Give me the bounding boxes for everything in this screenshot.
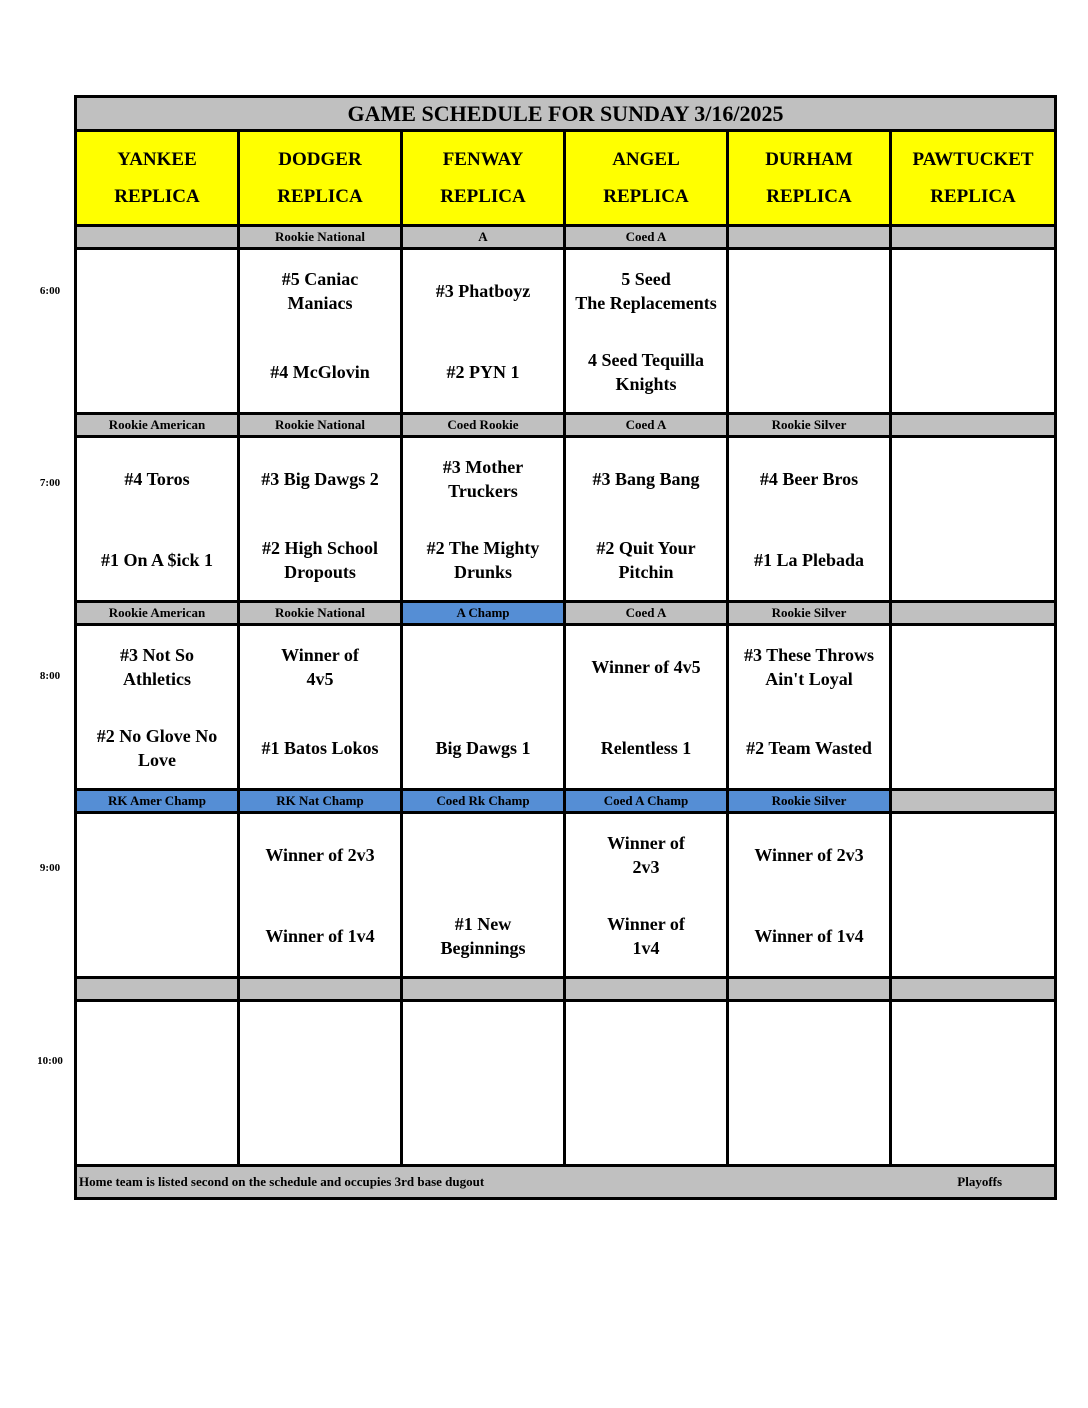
game-cell [565, 625, 728, 790]
division-row [76, 790, 1056, 813]
time-label: 7:00 [39, 477, 61, 489]
game-cell [728, 249, 891, 414]
division-label: A [402, 226, 565, 249]
away-team: #3 Bang Bang [592, 468, 700, 489]
home-team: #1 New Beginnings [440, 913, 526, 958]
away-team [729, 250, 889, 331]
away-team [403, 1002, 563, 1083]
field-subtitle: REPLICA [930, 186, 1016, 207]
away-team: #3 Mother Truckers [442, 456, 524, 501]
field-header-durham [728, 131, 891, 226]
away-team [892, 626, 1054, 707]
field-header-pawtucket [891, 131, 1056, 226]
game-row [76, 437, 1056, 602]
away-team [77, 1002, 237, 1083]
home-team [892, 331, 1054, 412]
game-cell [891, 437, 1056, 602]
game-row [76, 1001, 1056, 1166]
game-cell [891, 813, 1056, 978]
game-cell [239, 813, 402, 978]
game-row [76, 625, 1056, 790]
time-label: 9:00 [39, 862, 61, 874]
field-header-angel [565, 131, 728, 226]
field-name: YANKEE [117, 149, 197, 170]
away-team: #3 Not So Athletics [119, 644, 194, 689]
game-cell [402, 813, 565, 978]
game-cell [402, 249, 565, 414]
away-team [892, 1002, 1054, 1083]
division-label: Coed Rk Champ [402, 790, 565, 813]
division-label [891, 790, 1056, 813]
away-team: #4 Toros [124, 468, 190, 489]
field-name: DODGER [278, 149, 362, 170]
away-team: #4 Beer Bros [759, 468, 859, 489]
footer [76, 1166, 1056, 1199]
division-label [76, 226, 239, 249]
home-team: Relentless 1 [600, 737, 692, 758]
division-label: Rookie Silver [728, 602, 891, 625]
division-label [891, 978, 1056, 1001]
division-row [76, 414, 1056, 437]
away-team [77, 814, 237, 895]
home-team: #1 Batos Lokos [261, 737, 379, 758]
game-cell [239, 625, 402, 790]
game-cell [76, 249, 239, 414]
home-team: Big Dawgs 1 [435, 737, 531, 758]
home-team: #4 McGlovin [270, 361, 370, 382]
game-cell [76, 1001, 239, 1166]
home-team: #2 Quit Your Pitchin [596, 537, 696, 582]
division-label [891, 602, 1056, 625]
game-cell [565, 437, 728, 602]
game-cell [239, 1001, 402, 1166]
home-team: #2 No Glove No Love [96, 725, 218, 770]
away-team [566, 1002, 726, 1083]
home-team [892, 707, 1054, 788]
game-cell [402, 625, 565, 790]
division-label [891, 226, 1056, 249]
division-label [728, 978, 891, 1001]
game-cell [891, 249, 1056, 414]
home-team [77, 895, 237, 976]
game-cell [239, 437, 402, 602]
home-team: #1 La Plebada [753, 549, 864, 570]
field-subtitle: REPLICA [114, 186, 200, 207]
field-name: PAWTUCKET [912, 149, 1034, 170]
game-cell [565, 813, 728, 978]
game-cell [76, 625, 239, 790]
game-cell [728, 1001, 891, 1166]
division-label: Rookie Silver [728, 790, 891, 813]
away-team: Winner of 2v3 [265, 844, 375, 865]
away-team [892, 250, 1054, 331]
field-header-fenway [402, 131, 565, 226]
home-team: #1 On A $ick 1 [100, 549, 214, 570]
away-team: #3 Phatboyz [435, 280, 531, 301]
division-label [728, 226, 891, 249]
field-header-yankee [76, 131, 239, 226]
away-team [403, 814, 563, 895]
home-team [240, 1083, 400, 1164]
game-cell [402, 1001, 565, 1166]
game-cell [728, 813, 891, 978]
division-label [402, 978, 565, 1001]
division-row [76, 226, 1056, 249]
division-label [239, 978, 402, 1001]
home-team: #2 Team Wasted [746, 737, 872, 758]
away-team [892, 814, 1054, 895]
game-cell [728, 437, 891, 602]
home-team [729, 331, 889, 412]
footer-tag: Playoffs [957, 1174, 1003, 1189]
division-label [891, 414, 1056, 437]
away-team [403, 626, 563, 707]
time-label: 8:00 [39, 670, 61, 682]
away-team [77, 250, 237, 331]
game-row [76, 249, 1056, 414]
away-team [240, 1002, 400, 1083]
division-label: Rookie American [76, 414, 239, 437]
division-label: Rookie National [239, 226, 402, 249]
home-team [892, 519, 1054, 600]
away-team [729, 1002, 889, 1083]
division-label: Coed A [565, 414, 728, 437]
schedule-table [74, 95, 1057, 1200]
field-name: DURHAM [765, 149, 853, 170]
field-subtitle: REPLICA [440, 186, 526, 207]
division-label: Rookie National [239, 602, 402, 625]
field-subtitle: REPLICA [766, 186, 852, 207]
game-row [76, 813, 1056, 978]
field-subtitle: REPLICA [603, 186, 689, 207]
away-team: Winner of 4v5 [591, 656, 701, 677]
time-label: 10:00 [37, 1055, 63, 1067]
division-label: Rookie Silver [728, 414, 891, 437]
away-team: Winner of 4v5 [281, 644, 359, 689]
division-label: Rookie National [239, 414, 402, 437]
away-team: #3 These Throws Ain't Loyal [743, 644, 875, 689]
field-name: ANGEL [612, 149, 680, 170]
field-subtitle: REPLICA [277, 186, 363, 207]
footer-note: Home team is listed second on the schedule and occupies 3rd base dugout [79, 1174, 485, 1189]
division-label: A Champ [402, 602, 565, 625]
division-label: Rookie American [76, 602, 239, 625]
game-cell [891, 1001, 1056, 1166]
home-team: Winner of 1v4 [607, 913, 685, 958]
division-label: Coed A [565, 602, 728, 625]
division-label [565, 978, 728, 1001]
home-team: #2 High School Dropouts [261, 537, 379, 582]
game-cell [76, 437, 239, 602]
division-label: Coed A Champ [565, 790, 728, 813]
away-team [892, 438, 1054, 519]
home-team [403, 1083, 563, 1164]
home-team: #2 The Mighty Drunks [426, 537, 540, 582]
game-cell [891, 625, 1056, 790]
home-team [892, 895, 1054, 976]
away-team: #3 Big Dawgs 2 [261, 468, 379, 489]
division-row [76, 602, 1056, 625]
game-cell [76, 813, 239, 978]
away-team: Winner of 2v3 [607, 832, 685, 877]
home-team: Winner of 1v4 [754, 925, 864, 946]
game-cell [728, 625, 891, 790]
division-label: RK Nat Champ [239, 790, 402, 813]
division-label: Coed Rookie [402, 414, 565, 437]
away-team: 5 Seed The Replacements [575, 268, 717, 313]
home-team [77, 331, 237, 412]
field-header-dodger [239, 131, 402, 226]
time-label: 6:00 [39, 285, 61, 297]
schedule-title: GAME SCHEDULE FOR SUNDAY 3/16/2025 [76, 97, 1056, 131]
division-row [76, 978, 1056, 1001]
game-cell [565, 1001, 728, 1166]
division-label: Coed A [565, 226, 728, 249]
game-cell [402, 437, 565, 602]
home-team [566, 1083, 726, 1164]
home-team: Winner of 1v4 [265, 925, 375, 946]
away-team: #5 Caniac Maniacs [281, 268, 359, 313]
home-team: 4 Seed Tequilla Knights [587, 349, 705, 394]
home-team [892, 1083, 1054, 1164]
home-team: #2 PYN 1 [446, 361, 520, 382]
division-label [76, 978, 239, 1001]
division-label: RK Amer Champ [76, 790, 239, 813]
game-cell [565, 249, 728, 414]
field-name: FENWAY [442, 149, 524, 170]
home-team [77, 1083, 237, 1164]
away-team: Winner of 2v3 [754, 844, 864, 865]
game-cell [239, 249, 402, 414]
home-team [729, 1083, 889, 1164]
